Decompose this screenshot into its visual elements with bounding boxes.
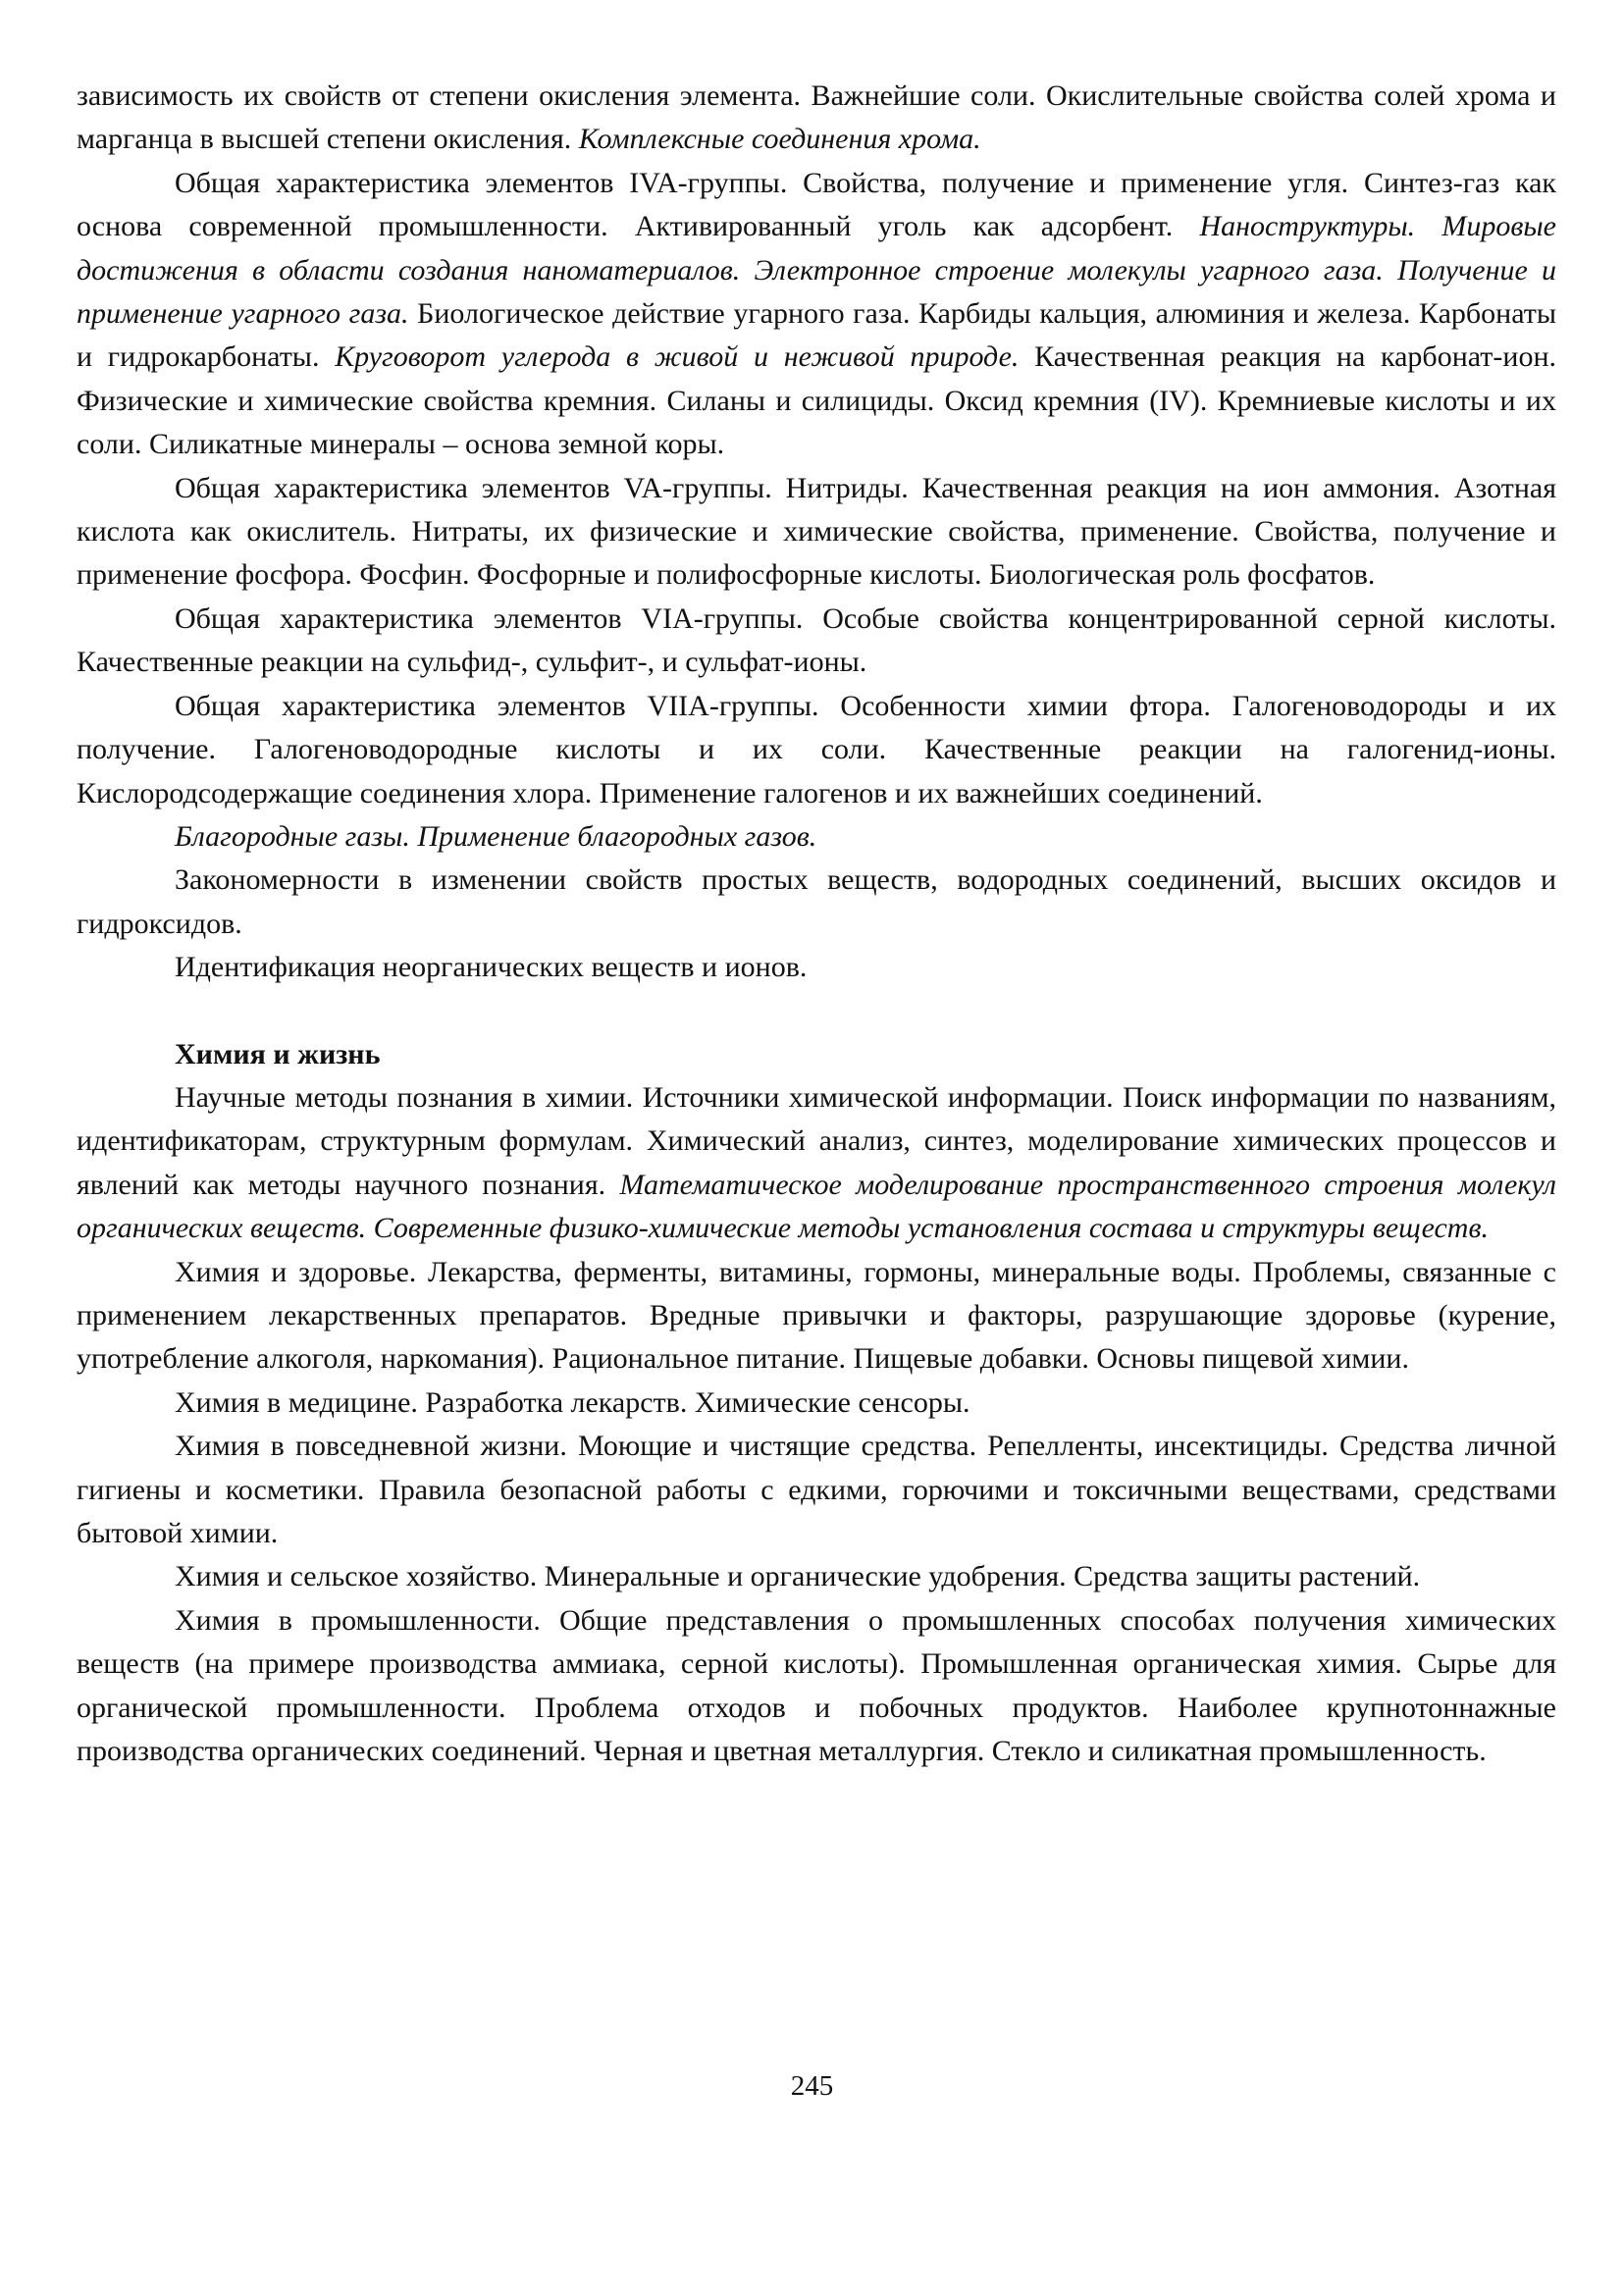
paragraph bbox=[77, 1555, 1556, 1598]
paragraph bbox=[77, 685, 1556, 815]
text-block-chemistry-and-life bbox=[77, 1076, 1556, 1774]
text-block-inorganic bbox=[77, 75, 1556, 990]
paragraph bbox=[77, 1599, 1556, 1774]
text-segment: Химия и сельское хозяйство. Минеральные и органические удобрения. Средства защиты растений. bbox=[175, 1560, 1421, 1593]
text-segment: Химия в промышленности. Общие представления о промышленных способах получения химических веществ (на примере производства аммиака, серной кислоты). Промышленная органическая химия. Сырье для органической промышленности. Проблема отходов и побочных продуктов. Наиболее крупнотоннажные производства органических соединений. Черная и цветная металлургия. Стекло и силикатная промышленность. bbox=[77, 1603, 1556, 1768]
paragraph bbox=[77, 162, 1556, 467]
paragraph bbox=[77, 859, 1556, 946]
italic-text-segment: Круговорот углерода в живой и неживой природе. bbox=[335, 340, 1020, 374]
text-segment: Закономерности в изменении свойств простых веществ, водородных соединений, высших оксидов и гидроксидов. bbox=[77, 863, 1556, 940]
text-segment: Общая характеристика элементов VIIA-группы. Особенности химии фтора. Галогеноводороды и их получение. Галогеноводородные кислоты и их соли. Качественные реакции на галогенид-ионы. Кислородсодержащие соединения хлора. Применение галогенов и их важнейших соединений. bbox=[77, 689, 1556, 809]
paragraph bbox=[77, 1425, 1556, 1555]
paragraph bbox=[77, 1382, 1556, 1425]
paragraph bbox=[77, 75, 1556, 162]
paragraph bbox=[77, 1076, 1556, 1251]
paragraph bbox=[77, 1251, 1556, 1382]
text-segment: Идентификация неорганических веществ и ионов. bbox=[175, 951, 808, 984]
document-page bbox=[77, 75, 1556, 1773]
text-segment: Химия в повседневной жизни. Моющие и чистящие средства. Репелленты, инсектициды. Средства личной гигиены и косметики. Правила безопасной работы с едкими, горючими и токсичными веществами, средствами бытовой химии. bbox=[77, 1430, 1556, 1549]
text-segment: Химия в медицине. Разработка лекарств. Химические сенсоры. bbox=[175, 1385, 970, 1419]
italic-text-segment: Наноструктуры. Мировые достижения в области создания наноматериалов. Электронное строение молекулы угарного газа. Получение и применение угарного газа. bbox=[77, 210, 1556, 331]
paragraph bbox=[77, 598, 1556, 685]
text-segment: Биологическое действие угарного газа. Карбиды кальция, алюминия и железа. Карбонаты и гидрокарбонаты. bbox=[77, 297, 1557, 374]
text-segment: зависимость их свойств от степени окисления элемента. Важнейшие соли. Окислительные свойства солей хрома и марганца в высшей степени окисления. bbox=[77, 79, 1556, 156]
text-segment: Общая характеристика элементов IVA-группы. Свойства, получение и применение угля. Синтез-газ как основа современной промышленности. Активированный уголь как адсорбент. bbox=[77, 166, 1556, 243]
text-segment: Качественная реакция на карбонат-ион. Физические и химические свойства кремния. Силаны и силициды. Оксид кремния (IV). Кремниевые кислоты и их соли. Силикатные минералы – основа земной коры. bbox=[77, 340, 1556, 461]
text-segment: Химия и здоровье. Лекарства, ферменты, витамины, гормоны, минеральные воды. Проблемы, связанные с применением лекарственных препаратов. Вредные привычки и факторы, разрушающие здоровье (курение, употребление алкоголя, наркомания). Рациональное питание. Пищевые добавки. Основы пищевой химии. bbox=[77, 1255, 1556, 1376]
text-segment: Общая характеристика элементов VIA-группы. Особые свойства концентрированной серной кислоты. Качественные реакции на сульфид-, сульфит-, и сульфат-ионы. bbox=[77, 601, 1556, 679]
section-heading-chemistry-and-life: Химия и жизнь bbox=[175, 1037, 381, 1070]
italic-text-segment: Благородные газы. Применение благородных газов. bbox=[175, 819, 817, 853]
paragraph bbox=[77, 467, 1556, 598]
italic-text-segment: Математическое моделирование пространственного строения молекул органических веществ. Современные физико-химические методы установления состава и структуры веществ. bbox=[77, 1168, 1556, 1245]
page-number: 245 bbox=[790, 2070, 834, 2102]
paragraph bbox=[77, 946, 1556, 989]
paragraph bbox=[77, 815, 1556, 859]
text-segment: Научные методы познания в химии. Источники химической информации. Поиск информации по названиям, идентификаторам, структурным формулам. Химический анализ, синтез, моделирование химических процессов и явлений как методы научного познания. bbox=[77, 1080, 1556, 1201]
italic-text-segment: Комплексные соединения хрома. bbox=[578, 123, 981, 156]
text-segment: Общая характеристика элементов VA-группы. Нитриды. Качественная реакция на ион аммония. Азотная кислота как окислитель. Нитраты, их физические и химические свойства, применение. Свойства, получение и применение фосфора. Фосфин. Фосфорные и полифосфорные кислоты. Биологическая роль фосфатов. bbox=[77, 471, 1556, 592]
